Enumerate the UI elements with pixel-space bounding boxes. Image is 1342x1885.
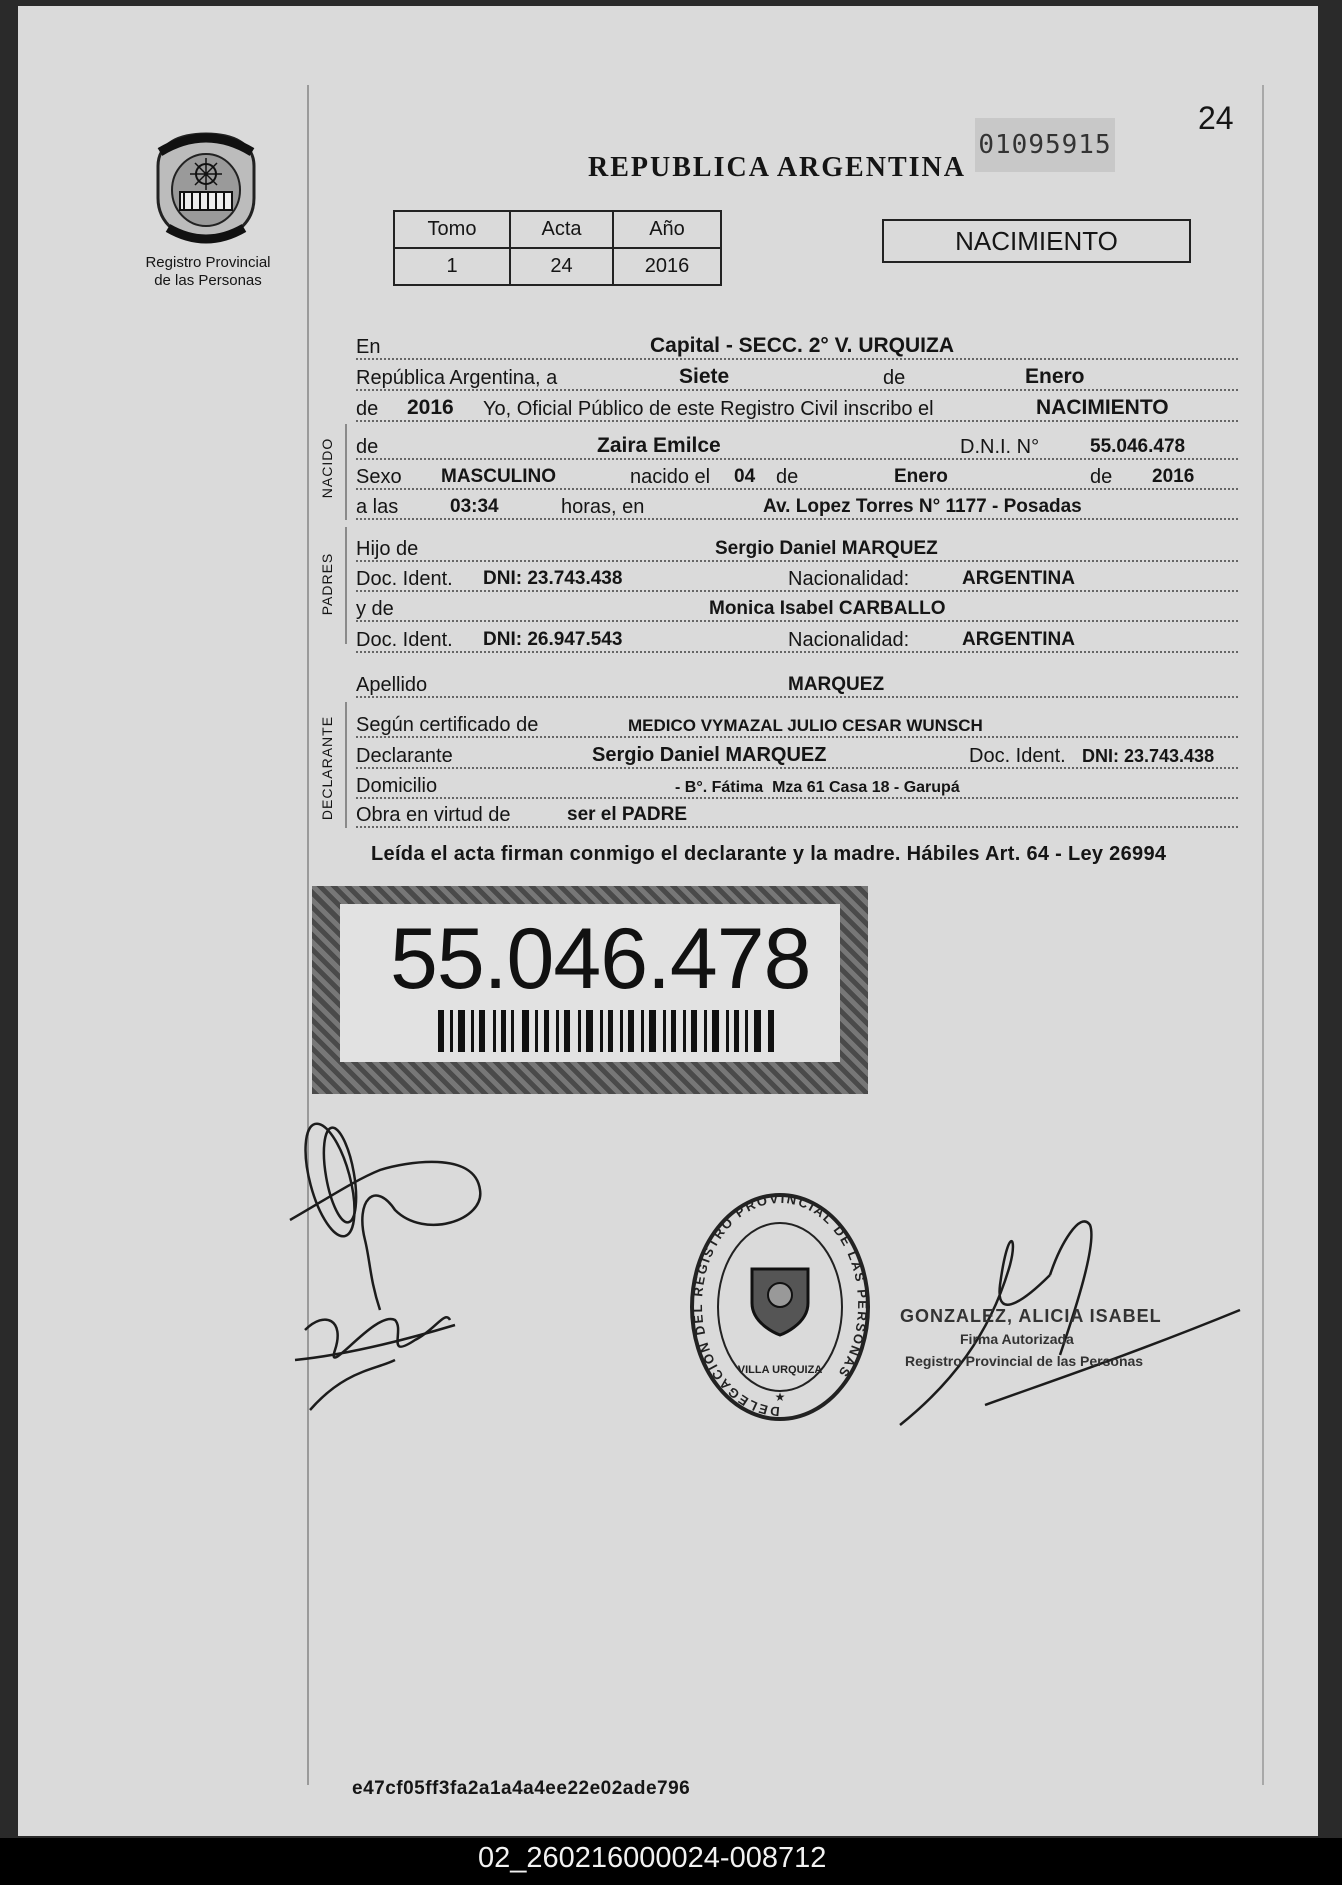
value-hora: 03:34: [450, 496, 499, 517]
value-mes: Enero: [1025, 365, 1085, 388]
value-domicilio: - B°. Fátima Mza 61 Casa 18 - Garupá: [675, 779, 960, 796]
row-doc-padre: [356, 560, 1238, 592]
header-acta: Acta: [510, 211, 613, 248]
row-nombre: [356, 428, 1238, 460]
label-de2: de: [356, 398, 379, 420]
value-doc-madre: DNI: 26.947.543: [483, 629, 623, 650]
label-yo-oficial: Yo, Oficial Público de este Registro Civil inscribo el: [483, 398, 934, 420]
value-tomo: 1: [394, 248, 510, 285]
header-tomo: Tomo: [394, 211, 510, 248]
row-hijo-de: [356, 530, 1238, 562]
row-hora: [356, 488, 1238, 520]
label-nacionalidad-2: Nacionalidad:: [788, 629, 910, 651]
label-doc-ident-2: Doc. Ident.: [356, 629, 453, 651]
value-obra: ser el PADRE: [567, 804, 688, 825]
left-margin-rule: [307, 85, 309, 1785]
label-a-las: a las: [356, 496, 399, 518]
row-obra: [356, 796, 1238, 828]
value-sexo: MASCULINO: [441, 466, 557, 487]
label-obra: Obra en virtud de: [356, 804, 511, 826]
register-header-row: [394, 211, 721, 248]
register-table: [393, 210, 722, 286]
value-nac-mes: Enero: [894, 466, 948, 487]
row-republica: [356, 359, 1238, 391]
padres-section-bracket: [345, 527, 347, 644]
label-doc-ident-1: Doc. Ident.: [356, 568, 453, 590]
row-apellido: [356, 666, 1238, 698]
country-title: REPUBLICA ARGENTINA: [588, 152, 966, 183]
value-anio: 2016: [407, 396, 454, 419]
label-apellido: Apellido: [356, 674, 428, 696]
stamp-star-icon: ★: [774, 1390, 786, 1404]
label-de: de: [883, 367, 906, 389]
value-dia: Siete: [679, 365, 730, 388]
nacido-section-bracket: [345, 424, 347, 520]
label-horas-en: horas, en: [561, 496, 645, 518]
value-nac-anio: 2016: [1152, 466, 1195, 487]
register-value-row: [394, 248, 721, 285]
dni-sticker: [312, 886, 868, 1094]
label-doc-ident-3: Doc. Ident.: [969, 745, 1066, 767]
label-y-de: y de: [356, 598, 394, 620]
value-anio: 2016: [613, 248, 721, 285]
value-acta: 24: [510, 248, 613, 285]
signatory-name: GONZALEZ, ALICIA ISABEL: [900, 1306, 1162, 1326]
serial-number: 01095915: [975, 118, 1115, 172]
label-de3: de: [356, 436, 379, 458]
label-republica: República Argentina, a: [356, 367, 558, 389]
act-type-box: NACIMIENTO: [882, 219, 1191, 263]
signatory-role: Firma Autorizada: [960, 1331, 1074, 1347]
page-number: 24: [1198, 100, 1234, 136]
value-declarante: Sergio Daniel MARQUEZ: [592, 744, 827, 766]
document-hash: e47cf05ff3fa2a1a4a4ee22e02ade796: [352, 1778, 691, 1799]
value-nombre: Zaira Emilce: [597, 434, 721, 457]
label-nacionalidad-1: Nacionalidad:: [788, 568, 910, 590]
section-label-declarante: DECLARANTE: [319, 715, 335, 821]
label-dni: D.N.I. N°: [960, 436, 1040, 458]
label-hijo-de: Hijo de: [356, 538, 419, 560]
barcode: [438, 1010, 776, 1052]
signatory-registry: Registro Provincial de las Personas: [905, 1353, 1144, 1369]
row-domicilio: [356, 767, 1238, 799]
legal-statement: Leída el acta firman conmigo el declarante y la madre. Hábiles Art. 64 - Ley 26994: [371, 843, 1167, 865]
shield-icon: [752, 1269, 808, 1335]
value-apellido: MARQUEZ: [788, 674, 885, 695]
value-dni: 55.046.478: [1090, 436, 1186, 457]
label-sexo: Sexo: [356, 466, 402, 488]
registry-caption: [128, 254, 288, 290]
province-coat-of-arms-logo: [150, 128, 262, 250]
sticker-number: 55.046.478: [390, 911, 811, 1007]
value-nacionalidad-padre: ARGENTINA: [962, 568, 1075, 589]
value-certificado: MEDICO VYMAZAL JULIO CESAR WUNSCH: [628, 716, 983, 735]
footer-file-id: 02_260216000024-008712: [478, 1842, 827, 1874]
value-lugar-nacimiento: Av. Lopez Torres N° 1177 - Posadas: [763, 496, 1082, 517]
label-declarante: Declarante: [356, 745, 453, 767]
row-anio: [356, 390, 1238, 422]
value-doc-padre: DNI: 23.743.438: [483, 568, 623, 589]
label-certificado: Según certificado de: [356, 714, 539, 736]
row-declarante: [356, 737, 1238, 769]
label-de4: de: [776, 466, 799, 488]
header-anio: Año: [613, 211, 721, 248]
registry-caption-line2: de las Personas: [154, 272, 262, 289]
row-sexo: [356, 458, 1238, 490]
value-padre: Sergio Daniel MARQUEZ: [715, 538, 938, 559]
stamp-inner-text: VILLA URQUIZA: [737, 1364, 823, 1376]
section-label-padres: PADRES: [319, 552, 335, 616]
label-domicilio: Domicilio: [356, 775, 438, 797]
value-lugar-registro: Capital - SECC. 2° V. URQUIZA: [650, 334, 955, 357]
row-certificado: [356, 706, 1238, 738]
label-nacido-el: nacido el: [630, 466, 711, 488]
label-en: En: [356, 336, 381, 358]
value-inscribo: NACIMIENTO: [1036, 396, 1169, 419]
value-madre: Monica Isabel CARBALLO: [709, 598, 946, 619]
row-doc-madre: [356, 621, 1238, 653]
registry-stamp: [688, 1183, 872, 1431]
label-de5: de: [1090, 466, 1113, 488]
registry-caption-line1: Registro Provincial: [145, 254, 271, 271]
sticker-label: [340, 904, 840, 1062]
value-doc-declarante: DNI: 23.743.438: [1082, 746, 1215, 766]
right-margin-rule: [1262, 85, 1264, 1785]
value-nacionalidad-madre: ARGENTINA: [962, 629, 1075, 650]
stamp-ring-text: DELEGACION DEL REGISTRO PROVINCIAL DE LAS PERSONAS: [689, 1190, 871, 1420]
row-en: [356, 328, 1238, 360]
declarante-section-bracket: [345, 702, 347, 828]
value-nac-dia: 04: [734, 466, 756, 487]
section-label-nacido: NACIDO: [319, 437, 335, 499]
declarant-signature: [285, 1110, 505, 1430]
row-y-de: [356, 590, 1238, 622]
